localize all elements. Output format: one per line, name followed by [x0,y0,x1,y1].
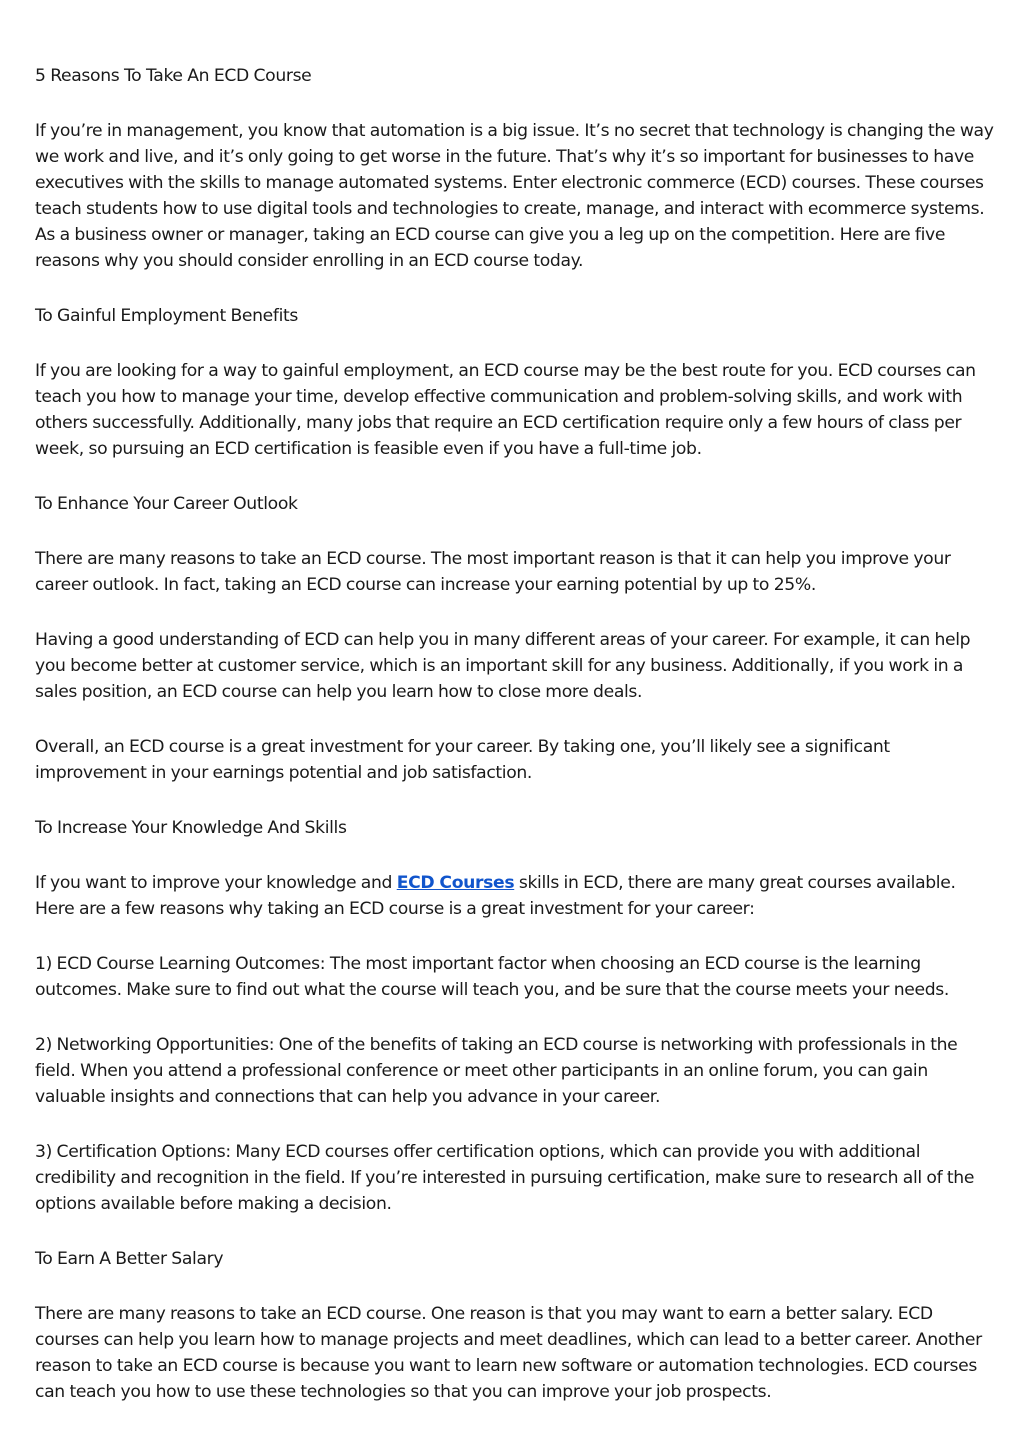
list-item-networking: 2) Networking Opportunities: One of the benefits of taking an ECD course is networking with professionals in the field. When you attend a professional conference or meet other participants in an online forum, you can gain valuable insights and connections that can help you advance in your career. [35,1035,958,1107]
list-item-certification: 3) Certification Options: Many ECD courses offer certification options, which can provide you with additional credibility and recognition in the field. If you’re interested in pursuing certification, make sure to research all of the options available before making a decision. [35,1142,975,1214]
knowledge-text-after-link: skills in ECD, there are many great courses available. Here are a few reasons why taking an ECD course is a great investment for your career: [35,873,956,919]
career-outlook-paragraph-2: Having a good understanding of ECD can help you in many different areas of your career. For example, it can help you become better at customer service, which is an important skill for any business. Additionally, if you work in a sales position, an ECD course can help you learn how to close more deals. [35,630,971,702]
knowledge-skills-paragraph [35,870,995,922]
document-page [35,63,995,1434]
section-heading-career-outlook: To Enhance Your Career Outlook [35,494,298,514]
document-title: 5 Reasons To Take An ECD Course [35,66,312,86]
section-heading-employment: To Gainful Employment Benefits [35,306,298,326]
career-outlook-paragraph-1: There are many reasons to take an ECD course. The most important reason is that it can help you improve your career outlook. In fact, taking an ECD course can increase your earning potential by up to 25%. [35,549,951,595]
ecd-courses-link[interactable]: ECD Courses [396,873,515,893]
list-item-learning-outcomes: 1) ECD Course Learning Outcomes: The most important factor when choosing an ECD course is the learning outcomes. Make sure to find out what the course will teach you, and be sure that the course meets your needs. [35,954,949,1000]
knowledge-text-before-link: If you want to improve your knowledge and [35,873,397,893]
intro-paragraph: If you’re in management, you know that automation is a big issue. It’s no secret that technology is changing the way we work and live, and it’s only going to get worse in the future. That’s why it’s so important for businesses to have executives with the skills to manage automated systems. Enter electronic commerce (ECD) courses. These courses teach students how to use digital tools and technologies to create, manage, and interact with ecommerce systems. As a business owner or manager, taking an ECD course can give you a leg up on the competition. Here are five reasons why you should consider enrolling in an ECD course today. [35,121,994,271]
career-outlook-paragraph-3: Overall, an ECD course is a great investment for your career. By taking one, you’ll likely see a significant improvement in your earnings potential and job satisfaction. [35,737,890,783]
salary-paragraph: There are many reasons to take an ECD course. One reason is that you may want to earn a better salary. ECD courses can help you learn how to manage projects and meet deadlines, which can lead to a better career. Another reason to take an ECD course is because you want to learn new software or automation technologies. ECD courses can teach you how to use these technologies so that you can improve your job prospects. [35,1304,982,1402]
section-heading-knowledge-skills: To Increase Your Knowledge And Skills [35,818,347,838]
employment-paragraph: If you are looking for a way to gainful employment, an ECD course may be the best route for you. ECD courses can teach you how to manage your time, develop effective communication and problem-solving skills, and work with others successfully. Additionally, many jobs that require an ECD certification require only a few hours of class per week, so pursuing an ECD certification is feasible even if you have a full-time job. [35,361,976,459]
section-heading-salary: To Earn A Better Salary [35,1249,224,1269]
